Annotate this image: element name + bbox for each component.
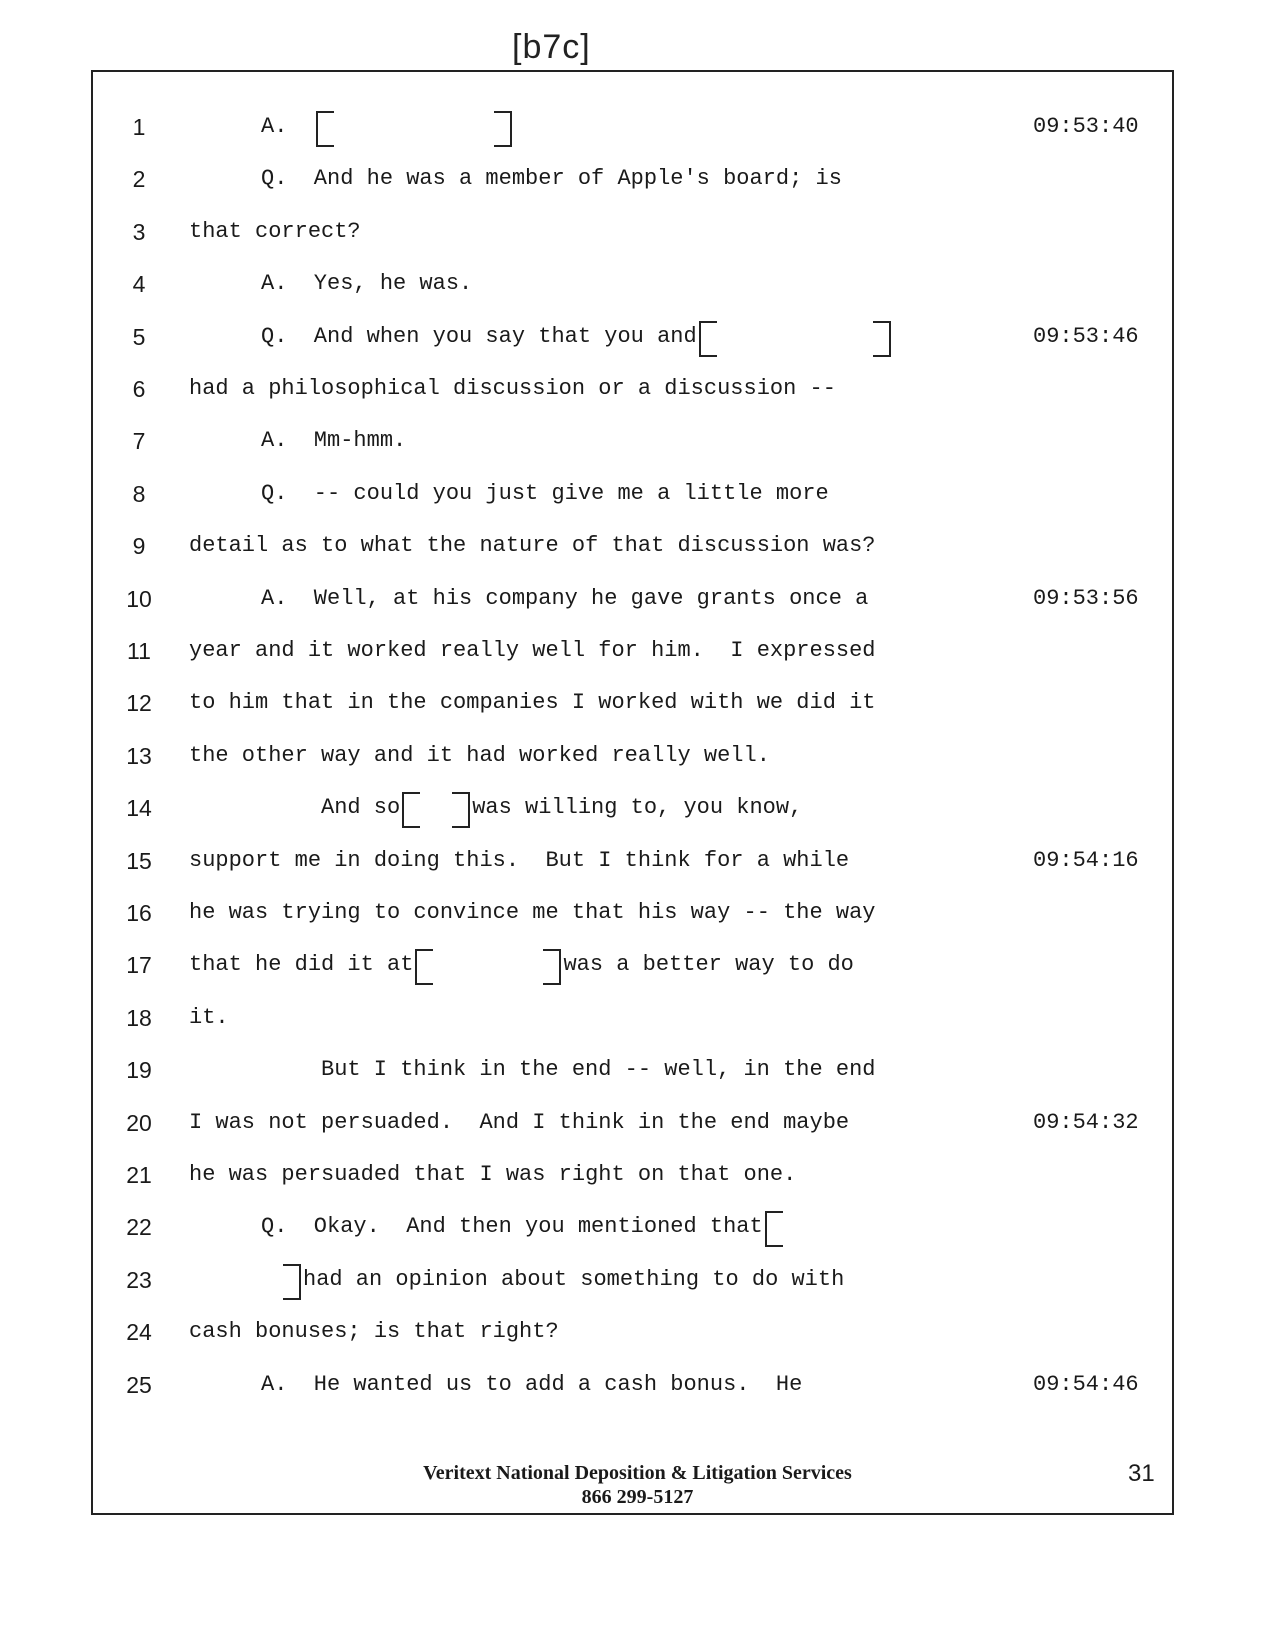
text-segment: A. Yes, he was. [261,271,473,297]
text-segment: to him that in the companies I worked with we did it [189,690,876,716]
redaction-bracket [697,317,893,357]
line-text [261,579,868,619]
timestamp: 09:54:46 [1033,1371,1139,1397]
line-number: 15 [126,847,152,874]
redaction-stamp: [b7c] [512,28,591,66]
line-number: 25 [126,1371,152,1398]
line-text [189,1155,796,1195]
line-text [279,1260,844,1300]
line-text [261,1365,802,1405]
timestamp: 09:53:40 [1033,114,1139,139]
line-number: 11 [127,638,151,664]
text-segment: he was persuaded that I was right on that one. [189,1162,797,1187]
text-segment: Q. -- could you just give me a little more [261,480,829,506]
line-number: 22 [126,1214,152,1241]
line-number: 21 [126,1162,152,1188]
redaction-bracket [400,788,472,828]
line-number: 7 [132,428,146,455]
line-text [189,1312,559,1352]
text-segment: A. Mm-hmm. [261,428,407,454]
line-number: 9 [132,533,146,560]
line-number: 5 [132,323,146,350]
text-segment: year and it worked really well for him. I expressed [189,638,876,663]
line-number: 19 [126,1057,152,1084]
redaction-bracket [314,107,514,147]
text-segment: detail as to what the nature of that discussion was? [189,533,876,559]
redaction-bracket [413,945,563,985]
line-text [261,474,829,514]
text-segment: A. Well, at his company he gave grants once a [261,585,869,611]
timestamp: 09:54:16 [1033,847,1139,873]
line-text [321,788,802,828]
timestamp: 09:53:56 [1033,585,1139,611]
line-text [261,1207,787,1247]
text-segment: But I think in the end -- well, in the end [321,1057,876,1083]
line-text [189,526,876,566]
line-text [189,212,361,252]
line-text [189,1103,849,1143]
text-segment: Q. And when you say that you and [261,323,697,349]
text-segment: was a better way to do [563,952,854,978]
line-text [189,369,836,409]
text-segment: I was not persuaded. And I think in the end maybe [189,1109,850,1135]
line-text [189,893,876,933]
redaction-bracket [763,1207,787,1247]
line-text [189,945,854,985]
line-number: 10 [126,585,152,612]
text-segment: the other way and it had worked really well. [189,742,770,768]
line-number: 16 [126,900,152,926]
text-segment: had an opinion about something to do with [303,1266,845,1292]
line-number: 8 [132,480,146,507]
line-number: 2 [132,166,146,193]
text-segment: A. [261,114,314,139]
footer-phone: 866 299-5127 [581,1486,694,1508]
line-number: 23 [126,1266,152,1293]
line-text [261,317,893,357]
line-text [189,841,849,881]
text-segment: that he did it at [189,952,414,978]
line-text [189,631,876,671]
text-segment: it. [189,1004,229,1030]
line-number: 24 [126,1319,152,1346]
line-number: 6 [132,376,146,402]
text-segment: he was trying to convince me that his way -- the way [189,900,876,925]
line-number: 14 [126,795,152,822]
text-segment: A. He wanted us to add a cash bonus. He [261,1371,803,1397]
line-number: 12 [126,690,152,717]
text-segment: Q. And he was a member of Apple's board; is [261,166,842,192]
text-segment: cash bonuses; is that right? [189,1319,559,1345]
line-text [189,683,876,723]
line-text [261,264,472,304]
redaction-bracket [279,1260,303,1300]
line-number: 3 [132,218,146,245]
timestamp: 09:53:46 [1033,323,1139,349]
line-text [261,107,514,147]
text-segment: was willing to, you know, [472,795,803,821]
transcript-page [91,70,1174,1515]
text-segment: Q. Okay. And then you mentioned that [261,1214,763,1240]
line-text [189,736,770,776]
timestamp: 09:54:32 [1033,1109,1139,1135]
line-text [189,998,229,1038]
text-segment: support me in doing this. But I think for a while [189,847,850,873]
text-segment: And so [321,795,401,821]
line-number: 20 [126,1109,152,1136]
line-text [261,159,842,199]
line-text [321,1050,876,1090]
line-number: 17 [126,952,152,979]
line-text [261,421,406,461]
line-number: 18 [126,1004,152,1031]
page-number: 31 [1128,1460,1155,1487]
footer-company: Veritext National Deposition & Litigation Services [423,1462,852,1484]
line-number: 4 [132,271,146,298]
text-segment: that correct? [189,218,361,244]
text-segment: had a philosophical discussion or a discussion -- [189,376,836,401]
line-number: 1 [132,114,146,140]
line-number: 13 [126,742,152,769]
